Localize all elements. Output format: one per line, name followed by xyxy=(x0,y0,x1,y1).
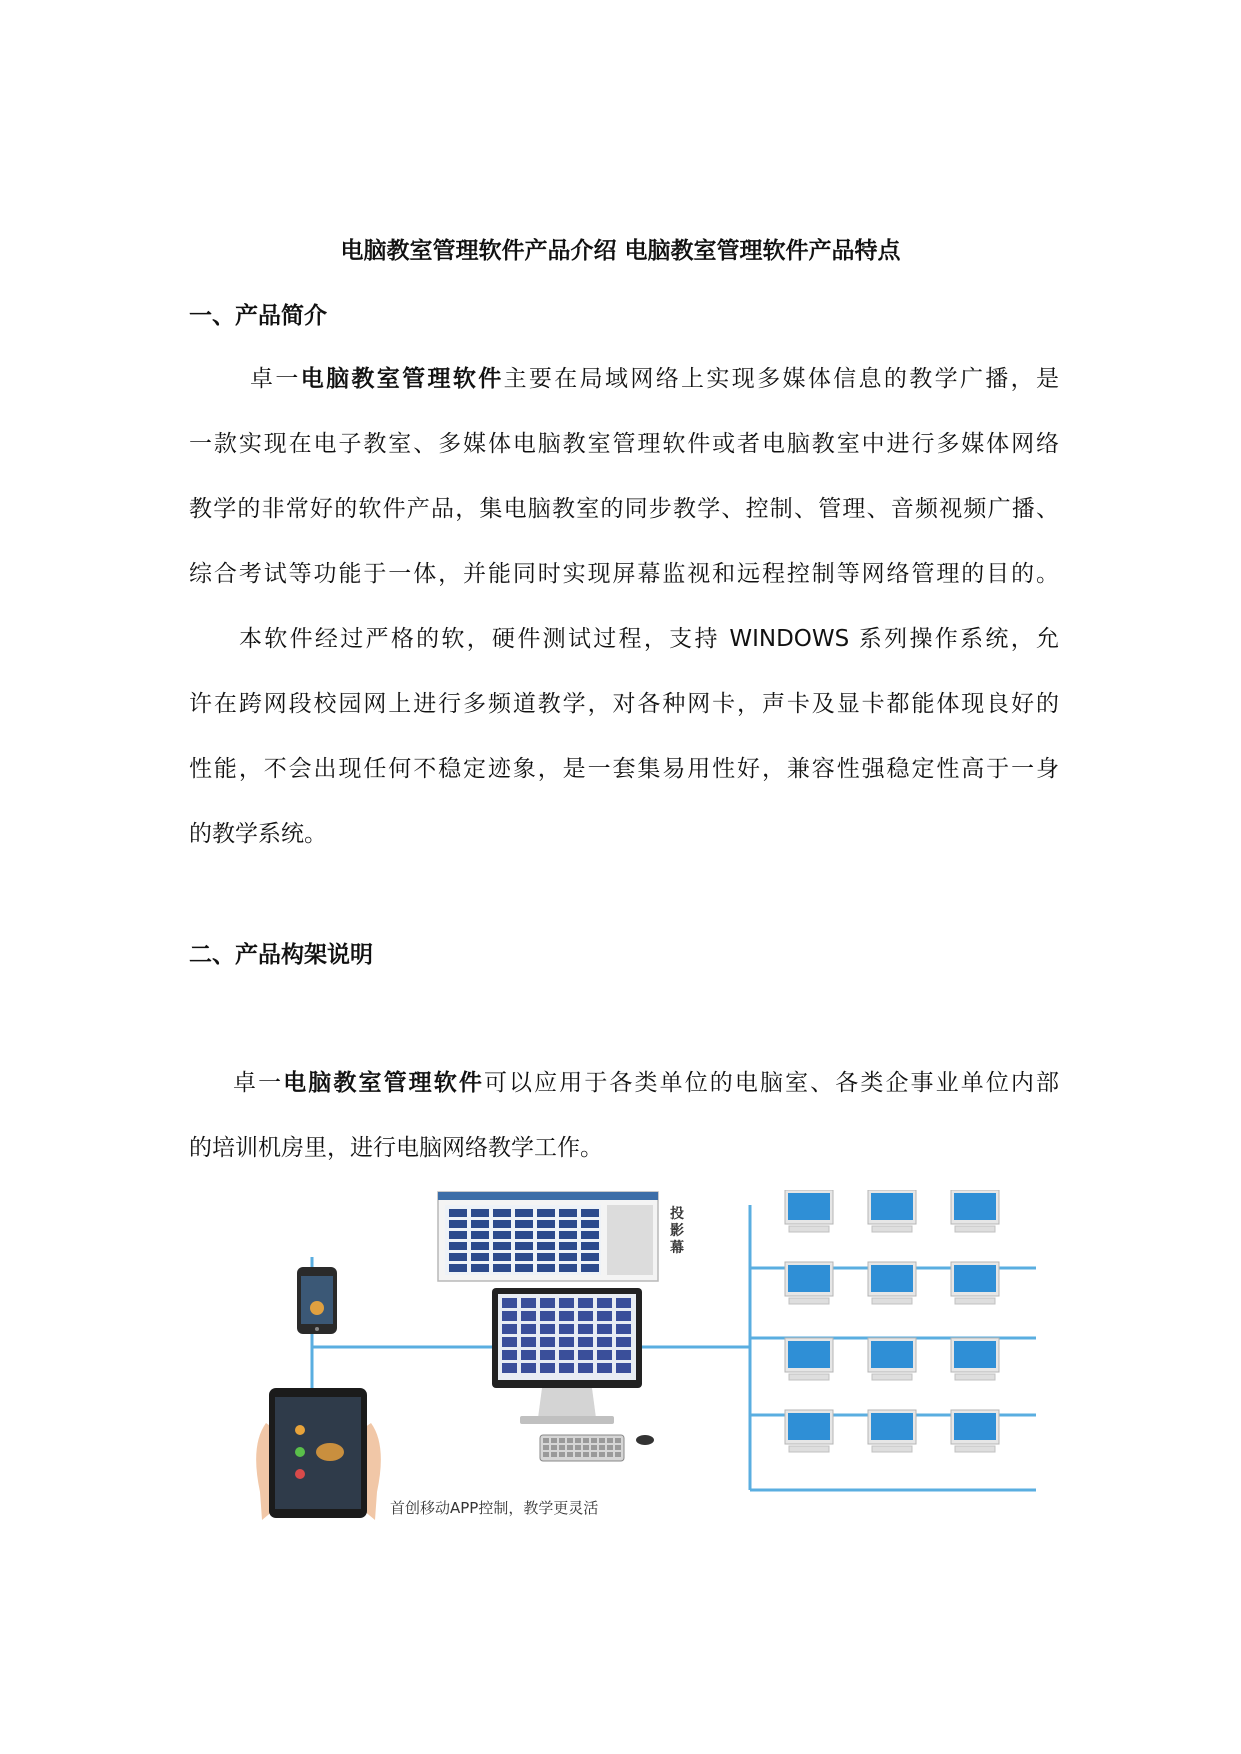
product-name: 电脑教室管理软件 xyxy=(300,366,504,392)
thumbnail-tile xyxy=(559,1242,577,1250)
architecture-diagram xyxy=(240,1190,1040,1520)
thumbnail-tile xyxy=(616,1337,631,1347)
student-monitor-icon xyxy=(951,1338,999,1380)
intro-paragraph-2 xyxy=(189,607,1059,867)
keyboard-key xyxy=(575,1452,581,1457)
keyboard-key xyxy=(607,1438,613,1443)
thumbnail-tile xyxy=(502,1324,517,1334)
projector-screen xyxy=(438,1192,658,1281)
thumbnail-tile xyxy=(515,1231,533,1239)
keyboard-key xyxy=(607,1445,613,1450)
thumbnail-tile xyxy=(521,1363,536,1373)
monitor-stand xyxy=(872,1298,912,1304)
thumbnail-tile xyxy=(515,1220,533,1228)
thumbnail-tile xyxy=(502,1298,517,1308)
thumbnail-tile xyxy=(537,1209,555,1217)
thumbnail-tile xyxy=(616,1363,631,1373)
keyboard-key xyxy=(559,1452,565,1457)
projector-label-2: 影 xyxy=(670,1223,684,1239)
thumbnail-tile xyxy=(578,1337,593,1347)
thumbnail-tile xyxy=(537,1264,555,1272)
thumbnail-tile xyxy=(581,1264,599,1272)
student-monitor-icon xyxy=(868,1262,916,1304)
thumbnail-tile xyxy=(515,1209,533,1217)
thumbnail-tile xyxy=(471,1242,489,1250)
student-monitor-icon xyxy=(785,1338,833,1380)
thumbnail-tile xyxy=(559,1253,577,1261)
product-name: 电脑教室管理软件 xyxy=(283,1070,484,1096)
monitor-stand xyxy=(789,1374,829,1380)
thumbnail-tile xyxy=(493,1220,511,1228)
diagram-caption: 首创移动APP控制，教学更灵活 xyxy=(390,1499,599,1517)
keyboard-key xyxy=(607,1452,613,1457)
architecture-paragraph xyxy=(189,1051,1059,1181)
thumbnail-tile xyxy=(540,1311,555,1321)
keyboard-key xyxy=(583,1438,589,1443)
thumbnail-tile xyxy=(578,1324,593,1334)
keyboard-key xyxy=(551,1445,557,1450)
paragraph-line: 卓一电脑教室管理软件可以应用于各类单位的电脑室、各类企事业单位内部 xyxy=(233,1070,1059,1096)
thumbnail-tile xyxy=(559,1209,577,1217)
paragraph-line: 许在跨网段校园网上进行多频道教学，对各种网卡，声卡及显卡都能体现良好的 xyxy=(189,691,1059,717)
student-monitor-icon xyxy=(785,1410,833,1452)
thumbnail-tile xyxy=(537,1253,555,1261)
projector-label-1: 投 xyxy=(670,1206,684,1222)
thumbnail-tile xyxy=(449,1264,467,1272)
monitor-screen xyxy=(788,1413,830,1440)
keyboard-key xyxy=(615,1445,621,1450)
thumbnail-tile xyxy=(449,1242,467,1250)
thumbnail-tile xyxy=(559,1298,574,1308)
keyboard-key xyxy=(591,1445,597,1450)
student-monitor-icon xyxy=(785,1262,833,1304)
student-monitor-icon xyxy=(951,1190,999,1232)
monitor-stand xyxy=(872,1374,912,1380)
paragraph-line: 本软件经过严格的软，硬件测试过程，支持 WINDOWS 系列操作系统，允 xyxy=(239,626,1059,652)
keyboard-key xyxy=(567,1452,573,1457)
thumbnail-tile xyxy=(502,1350,517,1360)
monitor-screen xyxy=(788,1265,830,1292)
thumbnail-tile xyxy=(559,1363,574,1373)
student-monitor-icon xyxy=(785,1190,833,1232)
monitor-screen xyxy=(788,1341,830,1368)
thumbnail-tile xyxy=(597,1337,612,1347)
thumbnail-tile xyxy=(502,1337,517,1347)
thumbnail-tile xyxy=(449,1209,467,1217)
teacher-computer-icon xyxy=(492,1288,654,1461)
monitor-stand xyxy=(955,1374,995,1380)
monitor-screen xyxy=(954,1265,996,1292)
paragraph-line: 性能，不会出现任何不稳定迹象，是一套集易用性好，兼容性强稳定性高于一身 xyxy=(189,756,1059,782)
keyboard-key xyxy=(591,1452,597,1457)
thumbnail-tile xyxy=(581,1209,599,1217)
paragraph-line: 的培训机房里，进行电脑网络教学工作。 xyxy=(189,1135,603,1161)
monitor-screen xyxy=(871,1341,913,1368)
thumbnail-tile xyxy=(540,1298,555,1308)
monitor-stand xyxy=(955,1226,995,1232)
thumbnail-tile xyxy=(540,1324,555,1334)
keyboard-key xyxy=(575,1445,581,1450)
keyboard-key xyxy=(599,1452,605,1457)
thumbnail-tile xyxy=(521,1324,536,1334)
thumbnail-tile xyxy=(471,1209,489,1217)
keyboard-key xyxy=(543,1438,549,1443)
monitor-stand xyxy=(789,1298,829,1304)
monitor-screen xyxy=(871,1265,913,1292)
keyboard-key xyxy=(583,1445,589,1450)
thumbnail-tile xyxy=(616,1298,631,1308)
thumbnail-tile xyxy=(493,1264,511,1272)
thumbnail-tile xyxy=(581,1231,599,1239)
section-heading-architecture: 二、产品构架说明 xyxy=(189,942,373,968)
thumbnail-tile xyxy=(597,1324,612,1334)
tablet-in-hands-icon xyxy=(256,1388,381,1520)
paragraph-line: 综合考试等功能于一体，并能同时实现屏幕监视和远程控制等网络管理的目的。 xyxy=(189,561,1059,587)
thumbnail-tile xyxy=(540,1350,555,1360)
thumbnail-tile xyxy=(578,1311,593,1321)
thumbnail-tile xyxy=(578,1298,593,1308)
monitor-screen xyxy=(954,1341,996,1368)
thumbnail-tile xyxy=(540,1337,555,1347)
projector-label-3: 幕 xyxy=(670,1240,684,1256)
keyboard-key xyxy=(551,1452,557,1457)
keyboard-key xyxy=(559,1445,565,1450)
paragraph-line: 的教学系统。 xyxy=(189,821,327,847)
thumbnail-tile xyxy=(515,1264,533,1272)
paragraph-line: 卓一电脑教室管理软件主要在局域网络上实现多媒体信息的教学广播，是 xyxy=(250,366,1060,392)
smartphone-icon xyxy=(297,1267,337,1334)
keyboard-key xyxy=(567,1438,573,1443)
keyboard-key xyxy=(615,1438,621,1443)
thumbnail-tile xyxy=(515,1242,533,1250)
thumbnail-tile xyxy=(540,1363,555,1373)
student-monitor-icon xyxy=(868,1190,916,1232)
monitor-stand xyxy=(789,1226,829,1232)
keyboard-key xyxy=(583,1452,589,1457)
monitor-screen xyxy=(871,1413,913,1440)
thumbnail-tile xyxy=(449,1253,467,1261)
thumbnail-tile xyxy=(616,1350,631,1360)
thumbnail-tile xyxy=(471,1264,489,1272)
thumbnail-tile xyxy=(581,1220,599,1228)
keyboard-key xyxy=(567,1445,573,1450)
thumbnail-tile xyxy=(597,1298,612,1308)
thumbnail-tile xyxy=(537,1242,555,1250)
thumbnail-tile xyxy=(616,1324,631,1334)
thumbnail-tile xyxy=(578,1363,593,1373)
thumbnail-tile xyxy=(559,1264,577,1272)
thumbnail-tile xyxy=(515,1253,533,1261)
page-title: 电脑教室管理软件产品介绍 电脑教室管理软件产品特点 xyxy=(340,238,901,264)
monitor-stand xyxy=(789,1446,829,1452)
keyboard-key xyxy=(543,1452,549,1457)
paragraph-line: 教学的非常好的软件产品，集电脑教室的同步教学、控制、管理、音频视频广播、 xyxy=(189,496,1059,522)
student-monitor-icon xyxy=(951,1410,999,1452)
thumbnail-tile xyxy=(559,1220,577,1228)
thumbnail-tile xyxy=(559,1311,574,1321)
thumbnail-tile xyxy=(597,1311,612,1321)
thumbnail-tile xyxy=(616,1311,631,1321)
keyboard-key xyxy=(615,1452,621,1457)
student-monitor-icon xyxy=(951,1262,999,1304)
keyboard-key xyxy=(543,1445,549,1450)
keyboard-key xyxy=(551,1438,557,1443)
monitor-screen xyxy=(954,1193,996,1220)
thumbnail-tile xyxy=(521,1298,536,1308)
monitor-stand xyxy=(872,1446,912,1452)
thumbnail-tile xyxy=(559,1231,577,1239)
student-monitor-icon xyxy=(868,1338,916,1380)
keyboard-key xyxy=(559,1438,565,1443)
intro-paragraph-1 xyxy=(189,347,1059,607)
thumbnail-tile xyxy=(471,1231,489,1239)
keyboard-key xyxy=(591,1438,597,1443)
section-heading-intro: 一、产品简介 xyxy=(189,303,327,329)
thumbnail-tile xyxy=(521,1311,536,1321)
thumbnail-tile xyxy=(493,1231,511,1239)
thumbnail-tile xyxy=(559,1337,574,1347)
monitor-stand xyxy=(955,1298,995,1304)
thumbnail-tile xyxy=(578,1350,593,1360)
thumbnail-tile xyxy=(521,1337,536,1347)
keyboard-key xyxy=(599,1438,605,1443)
thumbnail-tile xyxy=(597,1363,612,1373)
monitor-screen xyxy=(871,1193,913,1220)
thumbnail-tile xyxy=(493,1209,511,1217)
student-computers xyxy=(785,1190,999,1452)
thumbnail-tile xyxy=(597,1350,612,1360)
paragraph-line: 一款实现在电子教室、多媒体电脑教室管理软件或者电脑教室中进行多媒体网络 xyxy=(189,431,1059,457)
thumbnail-tile xyxy=(559,1324,574,1334)
thumbnail-tile xyxy=(449,1231,467,1239)
monitor-screen xyxy=(788,1193,830,1220)
monitor-stand xyxy=(955,1446,995,1452)
thumbnail-tile xyxy=(581,1242,599,1250)
thumbnail-tile xyxy=(581,1253,599,1261)
student-monitor-icon xyxy=(868,1410,916,1452)
thumbnail-tile xyxy=(471,1253,489,1261)
thumbnail-tile xyxy=(471,1220,489,1228)
thumbnail-tile xyxy=(449,1220,467,1228)
keyboard-key xyxy=(575,1438,581,1443)
thumbnail-tile xyxy=(493,1253,511,1261)
thumbnail-tile xyxy=(537,1220,555,1228)
thumbnail-tile xyxy=(502,1363,517,1373)
monitor-screen xyxy=(954,1413,996,1440)
thumbnail-tile xyxy=(502,1311,517,1321)
monitor-stand xyxy=(872,1226,912,1232)
thumbnail-tile xyxy=(521,1350,536,1360)
thumbnail-tile xyxy=(537,1231,555,1239)
thumbnail-tile xyxy=(493,1242,511,1250)
keyboard-key xyxy=(599,1445,605,1450)
thumbnail-tile xyxy=(559,1350,574,1360)
